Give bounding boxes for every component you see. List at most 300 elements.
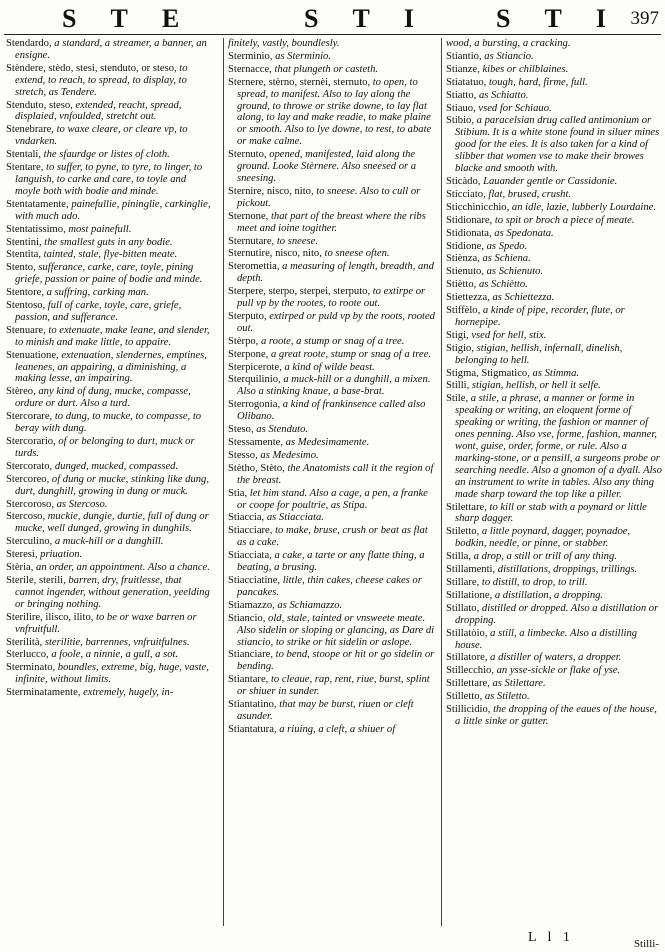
dictionary-entry (228, 286, 436, 310)
entry-definition: to extirpe or pull vp by the rootes, to roote out. (237, 286, 426, 310)
entry-definition: , as Stiletto. (479, 691, 530, 703)
entry-headword: Stentini (6, 236, 39, 248)
entry-definition: , an order, an appointment. Also a chance. (30, 562, 210, 574)
entry-definition: , kibes or chilblaines. (477, 63, 569, 75)
entry-headword: Stentore (6, 287, 42, 299)
dictionary-entry (228, 424, 436, 436)
entry-headword: Stillatore (446, 652, 485, 664)
entry-headword: Stercorario (6, 436, 54, 447)
dictionary-entry (228, 51, 436, 63)
entry-definition: , vsed for Schiauo. (473, 102, 552, 114)
entry-definition: , extended, reacht, spread, displaied, vnfoulded, stretcht out. (15, 99, 182, 123)
entry-headword: Stèrpo (228, 335, 256, 347)
dictionary-entry (228, 550, 436, 574)
entry-definition: , vsed for hell, stix. (466, 329, 547, 341)
entry-headword: Stercoso (6, 511, 43, 523)
dictionary-entry (446, 678, 662, 690)
entry-headword: Stiffèlo (446, 305, 478, 317)
entry-definition: , to extenuate, make leane, and slender, to minish and make little, to appaire. (15, 324, 210, 348)
entry-definition: , dunged, mucked, compassed. (49, 460, 179, 472)
entry-definition: , an idle, lazie, lubberly Lourdaine. (506, 201, 656, 213)
entry-headword: Steromettia (228, 261, 277, 273)
entry-headword: Sterile, sterili (6, 574, 64, 586)
dictionary-entry (446, 77, 662, 89)
dictionary-entry (6, 199, 212, 223)
entry-headword: Sternire, nisco, nito (228, 185, 311, 197)
entry-definition: , extirped or puld vp by the roots, rooted out. (237, 310, 435, 334)
dictionary-entry (228, 349, 436, 361)
dictionary-entry (228, 362, 436, 374)
entry-headword: Sternone (228, 210, 266, 222)
entry-headword: Stigi (446, 329, 467, 341)
entry-definition: , to bend, stoope or hit or go sidelin or bending. (237, 649, 435, 673)
dictionary-entry (228, 613, 436, 649)
entry-definition: , stigian, hellish, infernall, dinelish, belonging to hell. (455, 342, 623, 366)
dictionary-entry (446, 330, 662, 342)
entry-headword: Stiatto (446, 89, 474, 101)
entry-definition: , to kill or stab with a poynard or little sharp dagger. (455, 501, 647, 525)
entry-headword: Sticchinicchio (446, 201, 507, 213)
entry-definition: , a distiller of waters, a dropper. (484, 652, 622, 664)
entry-headword: Stidione (446, 240, 482, 252)
entry-headword: Stilettare (446, 501, 485, 513)
dictionary-entry (446, 590, 662, 602)
entry-headword: Sternutare (228, 235, 272, 247)
entry-definition: , distillations, droppings, trillings. (492, 564, 638, 576)
entry-definition: finitely, vastly, boundlesly. (228, 38, 340, 49)
entry-definition: , as Stiacciata. (261, 512, 324, 524)
signature-mark: L l 1 (528, 930, 574, 945)
entry-headword: Stercoreo (6, 473, 47, 485)
entry-definition: , of dung or mucke, stinking like dung, durt, dunghill, growing in dung or muck. (15, 473, 210, 497)
entry-definition: , a kinde of pipe, recorder, flute, or hornepipe. (455, 305, 625, 328)
dictionary-entry (6, 649, 212, 661)
entry-headword: Stiancio (228, 612, 263, 624)
entry-headword: Stillato (446, 602, 477, 614)
dictionary-entry (446, 189, 662, 201)
entry-headword: Sternere, stèrno, sternèi, sternuto, (228, 76, 371, 88)
dictionary-entry (446, 228, 662, 240)
entry-headword: Stèndere, stèdo, stesi, stenduto, or steso, (6, 62, 177, 74)
entry-definition: , to waxe cleare, or cleare vp, to vndarken. (15, 124, 188, 148)
entry-headword: Sterilire, ilisco, ilito (6, 611, 91, 623)
entry-definition: , Lauander gentle or Cassidonie. (477, 175, 618, 187)
dictionary-entry (6, 637, 212, 649)
entry-headword: Stiacciare (228, 525, 270, 537)
entry-headword: Stiauo (446, 102, 474, 114)
entry-definition: , priuation. (34, 549, 83, 561)
dictionary-entry (6, 262, 212, 286)
header-right: S T I (496, 4, 620, 33)
entry-definition: , stigian, hellish, or hell it selfe. (466, 380, 601, 392)
entry-headword: Stillettare (446, 678, 488, 690)
entry-definition: , a drop, a still or trill of any thing. (468, 551, 617, 563)
entry-definition: , as Schiètto. (473, 279, 528, 291)
entry-headword: Stillatione (446, 589, 490, 601)
dictionary-entry (6, 162, 212, 198)
dictionary-entry (6, 562, 212, 574)
dictionary-entry (446, 628, 662, 652)
entry-headword: Stentita (6, 249, 39, 261)
dictionary-entry (446, 652, 662, 664)
entry-headword: Stenebrare (6, 124, 52, 136)
entry-headword: Stentoso (6, 300, 43, 312)
entry-definition: , as Stercoso. (51, 498, 108, 510)
entry-definition: , that may be burst, riuen or cleft asunder. (237, 699, 414, 722)
catchword: Stilli- (633, 938, 659, 950)
dictionary-entry (6, 386, 212, 410)
entry-definition: , as Spedonata. (488, 227, 554, 239)
entry-headword: Stiamazzo (228, 599, 273, 611)
entry-headword: Stentatissimo (6, 223, 64, 235)
entry-definition: , a standard, a streamer, a banner, an ensigne. (15, 38, 207, 61)
entry-definition: , the dropping of the eaues of the house, a little sinke or gutter. (455, 704, 657, 727)
entry-definition: , sufferance, carke, care, toyle, pining griefe, passion or paine of bodie and minde. (15, 262, 203, 286)
entry-headword: Stiètto (446, 279, 474, 291)
dictionary-entry (228, 38, 436, 50)
dictionary-entry (446, 564, 662, 576)
entry-definition: , as Stenduto. (250, 424, 309, 436)
entry-definition: , to dung, to mucke, to compasse, to beray with dung. (15, 411, 202, 435)
dictionary-entry (6, 411, 212, 435)
entry-definition: , any kind of dung, mucke, compasse, ordure or durt. Also a turd. (15, 386, 191, 410)
entry-headword: Stia (228, 487, 245, 499)
entry-definition: to open, to spread, to manifest. Also to lay along the ground, to throwe or strike downe, to lay flat along, to lay and make readie, to make plaine or smooth. Also to lye downe, to rest, to abate or make calme. (237, 76, 432, 148)
entry-definition: , to make, bruse, crush or beat as flat as a cake. (237, 525, 428, 549)
entry-definition: , a still, a limbecke. Also a distilling house. (455, 627, 638, 651)
dictionary-entry (446, 253, 662, 265)
entry-definition: to extend, to reach, to spread, to display, to stretch, as Tendere. (15, 62, 188, 98)
entry-definition: , of or belonging to durt, muck or turds. (15, 436, 195, 459)
dictionary-entry (446, 603, 662, 627)
entry-headword: Stiaccia (228, 512, 262, 524)
entry-headword: Stiacciata (228, 550, 270, 562)
entry-headword: Stètho, Stèto (228, 462, 283, 474)
dictionary-entry (446, 305, 662, 329)
dictionary-entry (446, 266, 662, 278)
entry-definition: , let him stand. Also a cage, a pen, a franke or coope for poultrie, as Stipa. (237, 487, 428, 511)
dictionary-entry (446, 502, 662, 526)
dictionary-entry (446, 665, 662, 677)
dictionary-column-2 (223, 38, 436, 926)
entry-headword: Stidionare (446, 214, 490, 226)
dictionary-entry (228, 600, 436, 612)
entry-headword: Stiacciatine (228, 574, 278, 586)
entry-definition: , muckie, dungie, durtie, full of dung or mucke, well dunged, growing in dunghils. (15, 511, 209, 535)
entry-definition: , a stile, a phrase, a manner or forme in speaking or writing, an eloquent forme of speaking or writing, the fashion or manner of ones penning. Also vse, forme, fashion, manner, wont, guise, order, forme, or rule. Also a marking-stone, or a pensill, a surgeons probe or searching needle. Also a gnomon of a dyall. Also an instrument to write in tables. Also any thing made sharp toward the top like a piller. (455, 393, 662, 500)
entry-headword: Stercorare (6, 411, 50, 423)
entry-definition: , as Schiatto. (473, 89, 529, 101)
entry-definition: , old, stale, tainted or vnsweete meate. Also sidelin or sloping or glancing, as Dare di stiancio, to strike or hit sidelin or aslope. (237, 612, 435, 648)
entry-definition: , that plungeth or casteth. (269, 63, 379, 75)
dictionary-entry (446, 38, 662, 50)
dictionary-entry (228, 399, 436, 423)
entry-definition: , as Stiancio. (478, 50, 534, 62)
dictionary-entry (446, 393, 662, 500)
dictionary-entry (6, 549, 212, 561)
dictionary-entry (446, 704, 662, 728)
entry-headword: Stidionata (446, 227, 489, 239)
entry-headword: Sterpone (228, 348, 266, 360)
dictionary-entry (228, 374, 436, 398)
page-number: 397 (630, 8, 659, 29)
entry-headword: Stile (446, 393, 466, 405)
dictionary-entry (6, 350, 212, 386)
entry-definition: , as Stimma. (527, 367, 580, 379)
entry-definition: , as Spedo. (481, 240, 528, 252)
entry-headword: Stiettezza (446, 292, 488, 304)
dictionary-entry (228, 64, 436, 76)
entry-headword: Sterculino (6, 536, 50, 548)
dictionary-entry (6, 436, 212, 460)
dictionary-entry (228, 77, 436, 148)
entry-headword: Stigma, Stigmatico (446, 367, 528, 379)
entry-definition: , barren, dry, fruitlesse, that cannot ingender, without generation, yeelding or bringing nothing. (15, 574, 210, 610)
entry-definition: , extremely, hugely, in- (77, 687, 174, 699)
entry-definition: , a muck-hill or a dunghill, a mixen. Also a stinking knaue, a base-brat. (237, 374, 431, 398)
dictionary-column-3 (441, 38, 662, 926)
entry-definition: , to sneese. (271, 235, 319, 247)
entry-headword: Stillare (446, 576, 477, 588)
dictionary-entry (446, 292, 662, 304)
dictionary-entry (6, 511, 212, 535)
dictionary-entry (446, 64, 662, 76)
entry-definition: , sterilitie, barrennes, vnfruitfulnes. (39, 636, 190, 648)
dictionary-entry (228, 649, 436, 673)
entry-headword: Stentatamente (6, 198, 67, 210)
entry-definition: , extenuation, slendernes, emptines, leanenes, an appairing, a diminishing, a making lesse, an impairing. (15, 349, 207, 385)
dictionary-entry (6, 63, 212, 99)
entry-definition: , as Stilettare. (487, 678, 546, 690)
dictionary-entry (228, 450, 436, 462)
entry-headword: Steresi (6, 549, 35, 561)
entry-definition: , a paracelsian drug called antimonium or Stibium. It is a white stone found in siluer mines good for the eies. It is also taken for a kind of slibber that women vse to make their browes blacke and smooth with. (455, 115, 660, 175)
entry-headword: Stillatòio (446, 627, 485, 639)
entry-headword: Sternuto (228, 149, 264, 161)
entry-definition: , a suffring, carking man. (41, 287, 149, 299)
entry-headword: Stilletto (446, 691, 480, 703)
dictionary-entry (228, 236, 436, 248)
entry-headword: Sternutire, nisco, nito (228, 248, 320, 260)
entry-headword: Sterilità (6, 636, 40, 648)
entry-definition: , to be or waxe barren or vnfruitfull. (15, 611, 197, 635)
dictionary-entry (228, 248, 436, 260)
dictionary-entry (6, 249, 212, 261)
dictionary-entry (446, 691, 662, 703)
entry-definition: wood, a bursting, a cracking. (446, 38, 571, 49)
dictionary-entry (446, 241, 662, 253)
entry-headword: Stessamente (228, 437, 281, 448)
dictionary-entry (228, 311, 436, 335)
entry-headword: Sterminato (6, 662, 53, 674)
entry-definition: , boundles, extreme, big, huge, vaste, infinite, without limits. (15, 662, 209, 686)
entry-headword: Stento (6, 262, 34, 274)
dictionary-entry (446, 215, 662, 227)
entry-headword: Stèria (6, 562, 31, 574)
entry-headword: Stercorato (6, 460, 50, 472)
dictionary-entry (6, 461, 212, 473)
dictionary-entry (446, 577, 662, 589)
dictionary-entry (446, 51, 662, 63)
entry-headword: Stercoroso (6, 498, 52, 510)
entry-headword: Stibio (446, 115, 472, 127)
dictionary-entry (446, 368, 662, 380)
entry-definition: , a distillation, a dropping. (489, 589, 604, 601)
entry-headword: Stienuto (446, 266, 482, 278)
dictionary-entry (6, 575, 212, 611)
entry-definition: , as Sterminio. (269, 50, 332, 62)
entry-definition: , that part of the breast where the ribs meet and ioine togither. (237, 210, 426, 234)
entry-definition: , flat, brused, crusht. (483, 188, 572, 200)
dictionary-entry (6, 149, 212, 161)
entry-headword: Stiatatuo (446, 76, 484, 88)
dictionary-entry (446, 279, 662, 291)
entry-headword: Sterminatamente (6, 687, 78, 699)
entry-definition: , as Schiamazzo. (272, 599, 343, 611)
entry-definition: , to spit or broch a piece of meate. (489, 214, 635, 226)
dictionary-entry (6, 612, 212, 636)
entry-headword: Stilli (446, 380, 467, 392)
entry-definition: , painefullie, pininglie, carkinglie, with much ado. (15, 198, 211, 222)
entry-headword: Stillecchio (446, 665, 492, 677)
entry-definition: , to sneese. Also to cull or pickout. (237, 185, 421, 209)
dictionary-column-1 (6, 38, 212, 926)
entry-headword: Stianze (446, 63, 478, 75)
dictionary-entry (446, 551, 662, 563)
dictionary-entry (228, 149, 436, 185)
dictionary-entry (446, 380, 662, 392)
entry-headword: Stenuatione (6, 349, 57, 361)
entry-headword: Stigio (446, 342, 472, 354)
dictionary-entry (446, 176, 662, 188)
entry-definition: , full of carke, toyle, care, griefe, passion, and sufferance. (15, 300, 182, 323)
dictionary-entry (6, 237, 212, 249)
entry-headword: Sterpicerote (228, 361, 280, 373)
entry-headword: Stiantio (446, 50, 479, 62)
entry-definition: , most painefull. (63, 223, 132, 235)
entry-definition: , little, thin cakes, cheese cakes or pancakes. (237, 574, 422, 598)
dictionary-entry (6, 287, 212, 299)
entry-definition: , a cake, a tarte or any flatte thing, a beating, a brusing. (237, 550, 425, 574)
dictionary-entry (6, 38, 212, 62)
dictionary-entry (228, 525, 436, 549)
entry-headword: Stiantare (228, 674, 266, 686)
dictionary-entry (6, 499, 212, 511)
dictionary-entry (6, 662, 212, 686)
dictionary-entry (6, 100, 212, 124)
entry-headword: Stendardo (6, 38, 49, 49)
entry-definition: , to suffer, to pyne, to tyre, to linger, to languish, to carke and care, to toyle and moyle both with bodie and minde. (15, 162, 203, 197)
entry-definition: , tough, hard, firme, full. (483, 76, 588, 88)
dictionary-entry (228, 699, 436, 723)
dictionary-entry (446, 202, 662, 214)
entry-headword: Sterpere, sterpo, sterpei, sterputo, (228, 286, 371, 298)
dictionary-entry (228, 186, 436, 210)
entry-headword: Stiantatura (228, 723, 274, 735)
entry-definition: , a little poynard, dagger, poynadoe, bodkin, needle, or pinne, or stabber. (455, 526, 631, 550)
dictionary-entry (446, 343, 662, 367)
entry-definition: , a kind of frankinsence called also Olibano. (237, 399, 426, 423)
dictionary-entry (228, 211, 436, 235)
dictionary-entry (446, 115, 662, 175)
entry-definition: , to cleaue, rap, rent, riue, burst, splint or shiuer in sunder. (237, 674, 430, 698)
dictionary-entry (6, 687, 212, 699)
entry-definition: , as Schiena. (477, 253, 531, 265)
entry-definition: , to distill, to drop, to trill. (476, 576, 588, 588)
entry-headword: Sterrogonia (228, 399, 278, 411)
entry-headword: Stenuare (6, 324, 44, 336)
entry-headword: Stiènza (446, 253, 478, 265)
entry-definition: , distilled or dropped. Also a distillation or dropping. (455, 602, 659, 626)
entry-definition: , a measuring of length, breadth, and depth. (237, 261, 434, 285)
dictionary-entry (6, 300, 212, 324)
entry-headword: Sternacce (228, 63, 270, 75)
entry-definition: , the Anatomists call it the region of the breast. (237, 462, 434, 486)
entry-definition: , an ysse-sickle or flake of yse. (491, 665, 621, 677)
dictionary-entry (6, 224, 212, 236)
entry-definition: , the smallest guts in any bodie. (38, 236, 173, 248)
entry-headword: Stillicidio (446, 704, 488, 716)
dictionary-entry (6, 325, 212, 349)
dictionary-entry (228, 575, 436, 599)
header-middle: S T I (304, 4, 428, 33)
entry-definition: , a roote, a stump or snag of a tree. (255, 335, 405, 347)
entry-headword: Sterlucco (6, 649, 47, 661)
dictionary-entry (446, 103, 662, 115)
entry-headword: Stiantatino (228, 699, 274, 711)
dictionary-entry (228, 336, 436, 348)
dictionary-entry (228, 488, 436, 512)
entry-headword: Sticàdo (446, 175, 478, 187)
entry-headword: Stesso (228, 449, 256, 461)
entry-headword: Sterquilinio (228, 374, 279, 386)
entry-definition: , as Medesimamente. (280, 437, 370, 448)
entry-definition: , the sfaurdge or listes of cloth. (38, 149, 170, 161)
entry-definition: , a muck-hill or a dunghill. (49, 536, 164, 548)
entry-definition: , to sneese often. (319, 248, 390, 260)
entry-headword: Stilla (446, 551, 469, 563)
dictionary-entry (228, 437, 436, 449)
entry-headword: Stillamenti (446, 564, 493, 576)
entry-headword: Steso (228, 424, 251, 436)
entry-definition: , a foole, a ninnie, a gull, a sot. (46, 649, 179, 661)
entry-definition: , a riuing, a cleft, a shiuer of (273, 723, 396, 735)
entry-headword: Sterputo (228, 310, 264, 322)
dictionary-entry (6, 124, 212, 148)
entry-headword: Stiletto (446, 526, 477, 538)
dictionary-entry (228, 261, 436, 285)
dictionary-entry (228, 724, 436, 736)
dictionary-entry (446, 90, 662, 102)
dictionary-entry (6, 474, 212, 498)
dictionary-entry (228, 463, 436, 487)
entry-definition: , a great roote, stump or snag of a tree. (265, 348, 432, 360)
running-header (4, 4, 661, 35)
header-left: S T E (62, 4, 194, 33)
entry-definition: , as Schienuto. (481, 266, 544, 278)
entry-definition: , as Schiettezza. (487, 292, 555, 304)
entry-definition: , opened, manifested, laid along the ground. Looke Stèrnere. Also sneesed or a sneesing. (237, 149, 417, 184)
entry-headword: Sticciato (446, 188, 484, 200)
entry-headword: Sterminio (228, 50, 270, 62)
dictionary-entry (228, 512, 436, 524)
dictionary-entry (228, 674, 436, 698)
dictionary-entry (6, 536, 212, 548)
entry-headword: Stentare (6, 162, 41, 174)
entry-definition: , tainted, stale, flye-bitten meate. (38, 249, 178, 261)
entry-headword: Stianciare (228, 649, 271, 661)
entry-definition: , a kind of wilde beast. (279, 361, 375, 373)
